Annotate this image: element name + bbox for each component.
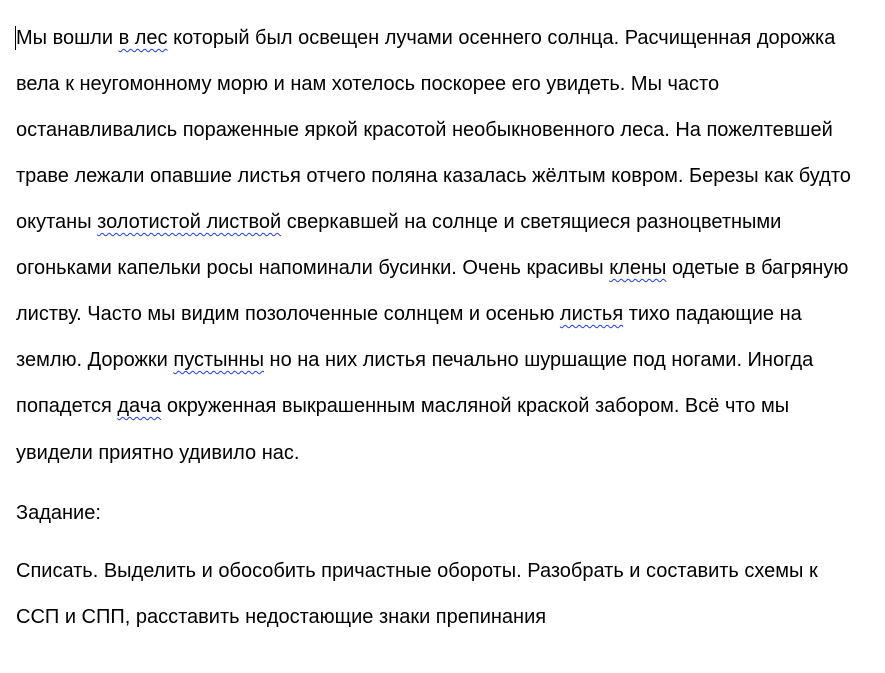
text-segment: который был освещен лучами осеннего солнца. Расчищенная дорожка <box>167 27 836 49</box>
spellcheck-flagged-word[interactable]: дача <box>117 395 162 417</box>
spellcheck-flagged-word[interactable]: в лес <box>118 27 168 49</box>
text-segment: Мы вошли <box>16 27 119 49</box>
paragraph-line <box>16 394 789 418</box>
task-heading <box>16 501 101 525</box>
paragraph-line <box>16 256 848 280</box>
paragraph-line <box>16 441 299 465</box>
text-segment: огоньками капельки росы напоминали бусинки. Очень красивы <box>16 257 610 279</box>
text-segment: вела к неугомонному морю и нам хотелось поскорее его увидеть. Мы часто <box>16 73 720 95</box>
spellcheck-flagged-word[interactable]: золотистой листвой <box>97 211 282 233</box>
spellcheck-flagged-word[interactable]: клены <box>609 257 667 279</box>
text-segment: останавливались пораженные яркой красотой необыкновенного леса. На пожелтевшей <box>16 119 833 141</box>
text-segment: но на них листья печально шуршащие под ногами. Иногда <box>263 349 814 371</box>
task-line <box>16 605 546 629</box>
text-segment: одетые в багряную <box>666 257 849 279</box>
text-segment: траве лежали опавшие листья отчего поляна казалась жёлтым ковром. Березы как будто <box>16 165 851 187</box>
task-heading-text: Задание: <box>16 502 101 524</box>
spellcheck-flagged-word[interactable]: листья <box>559 303 624 325</box>
paragraph-line <box>16 348 813 372</box>
text-segment: листву. Часто мы видим позолоченные солнцем и осенью <box>16 303 560 325</box>
spellcheck-flagged-word[interactable]: пустынны <box>173 349 264 371</box>
text-segment: попадется <box>16 395 118 417</box>
text-segment: увидели приятно удивило нас. <box>16 442 300 464</box>
paragraph-line <box>16 72 719 96</box>
paragraph-line <box>16 118 833 142</box>
text-segment: окутаны <box>16 211 98 233</box>
text-segment: сверкавшей на солнце и светящиеся разноцветными <box>281 211 782 233</box>
text-segment: ССП и СПП, расставить недостающие знаки препинания <box>16 606 547 628</box>
paragraph-line <box>16 26 835 50</box>
text-segment: окруженная выкрашенным масляной краской забором. Всё что мы <box>161 395 790 417</box>
text-segment: тихо падающие на <box>623 303 802 325</box>
text-segment: Списать. Выделить и обособить причастные обороты. Разобрать и составить схемы к <box>16 560 818 582</box>
paragraph-line <box>16 302 802 326</box>
paragraph-line <box>16 164 851 188</box>
task-line <box>16 559 818 583</box>
text-segment: землю. Дорожки <box>16 349 174 371</box>
paragraph-line <box>16 210 781 234</box>
